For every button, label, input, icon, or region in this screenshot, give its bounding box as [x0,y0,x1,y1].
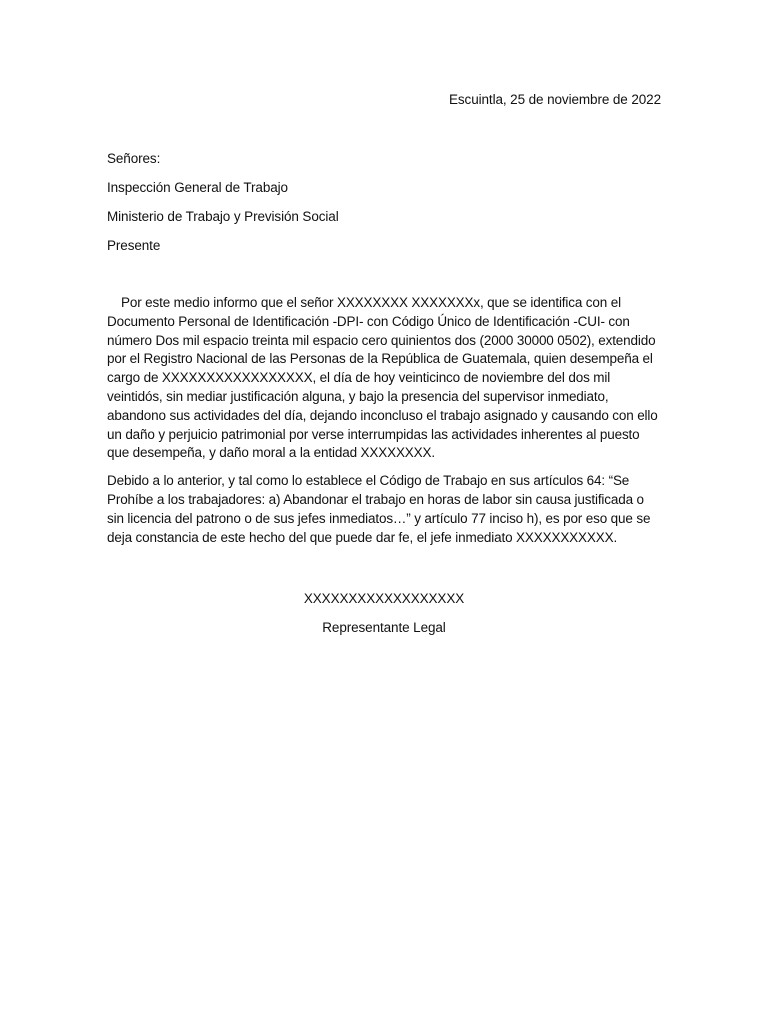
place-date: Escuintla, 25 de noviembre de 2022 [449,92,661,107]
addressee-line-1: Inspección General de Trabajo [107,180,288,195]
addressee-line-3: Presente [107,238,161,253]
letter-body [107,294,663,556]
signature-block [0,590,768,648]
paragraph-2: Debido a lo anterior, y tal como lo establece el Código de Trabajo en sus artículos 64: “Se Prohíbe a los trabajadores: a) Abandonar el trabajo en horas de labor sin causa justificada o sin licencia del patrono o de sus jefes inmediatos…” y artículo 77 inciso h), es por eso que se deja constancia de este hecho del que puede dar fe, el jefe inmediato XXXXXXXXXXX. [107,473,651,545]
signatory-name: XXXXXXXXXXXXXXXXXX [303,591,465,606]
paragraph-1: Por este medio informo que el señor XXXXXXXX XXXXXXXx, que se identifica con el Documento Personal de Identificación -DPI- con Código Único de Identificación -CUI- con número Dos mil espacio treinta mil espacio cero quinientos dos (2000 30000 0502), extendido por el Registro Nacional de las Personas de la República de Guatemala, quien desempeña el cargo de XXXXXXXXXXXXXXXXX, el día de hoy veinticinco de noviembre del dos mil veintidós, sin mediar justificación alguna, y bajo la presencia del supervisor inmediato, abandono sus actividades del día, dejando inconcluso el trabajo asignado y causando con ello un daño y perjuicio patrimonial por verse interrumpidas las actividades inherentes al puesto que desempeña, y daño moral a la entidad XXXXXXXX. [107,295,658,461]
signatory-title: Representante Legal [322,620,446,635]
addressee-line-2: Ministerio de Trabajo y Previsión Social [107,209,339,224]
addressee-block [107,150,667,266]
salutation: Señores: [107,151,161,166]
